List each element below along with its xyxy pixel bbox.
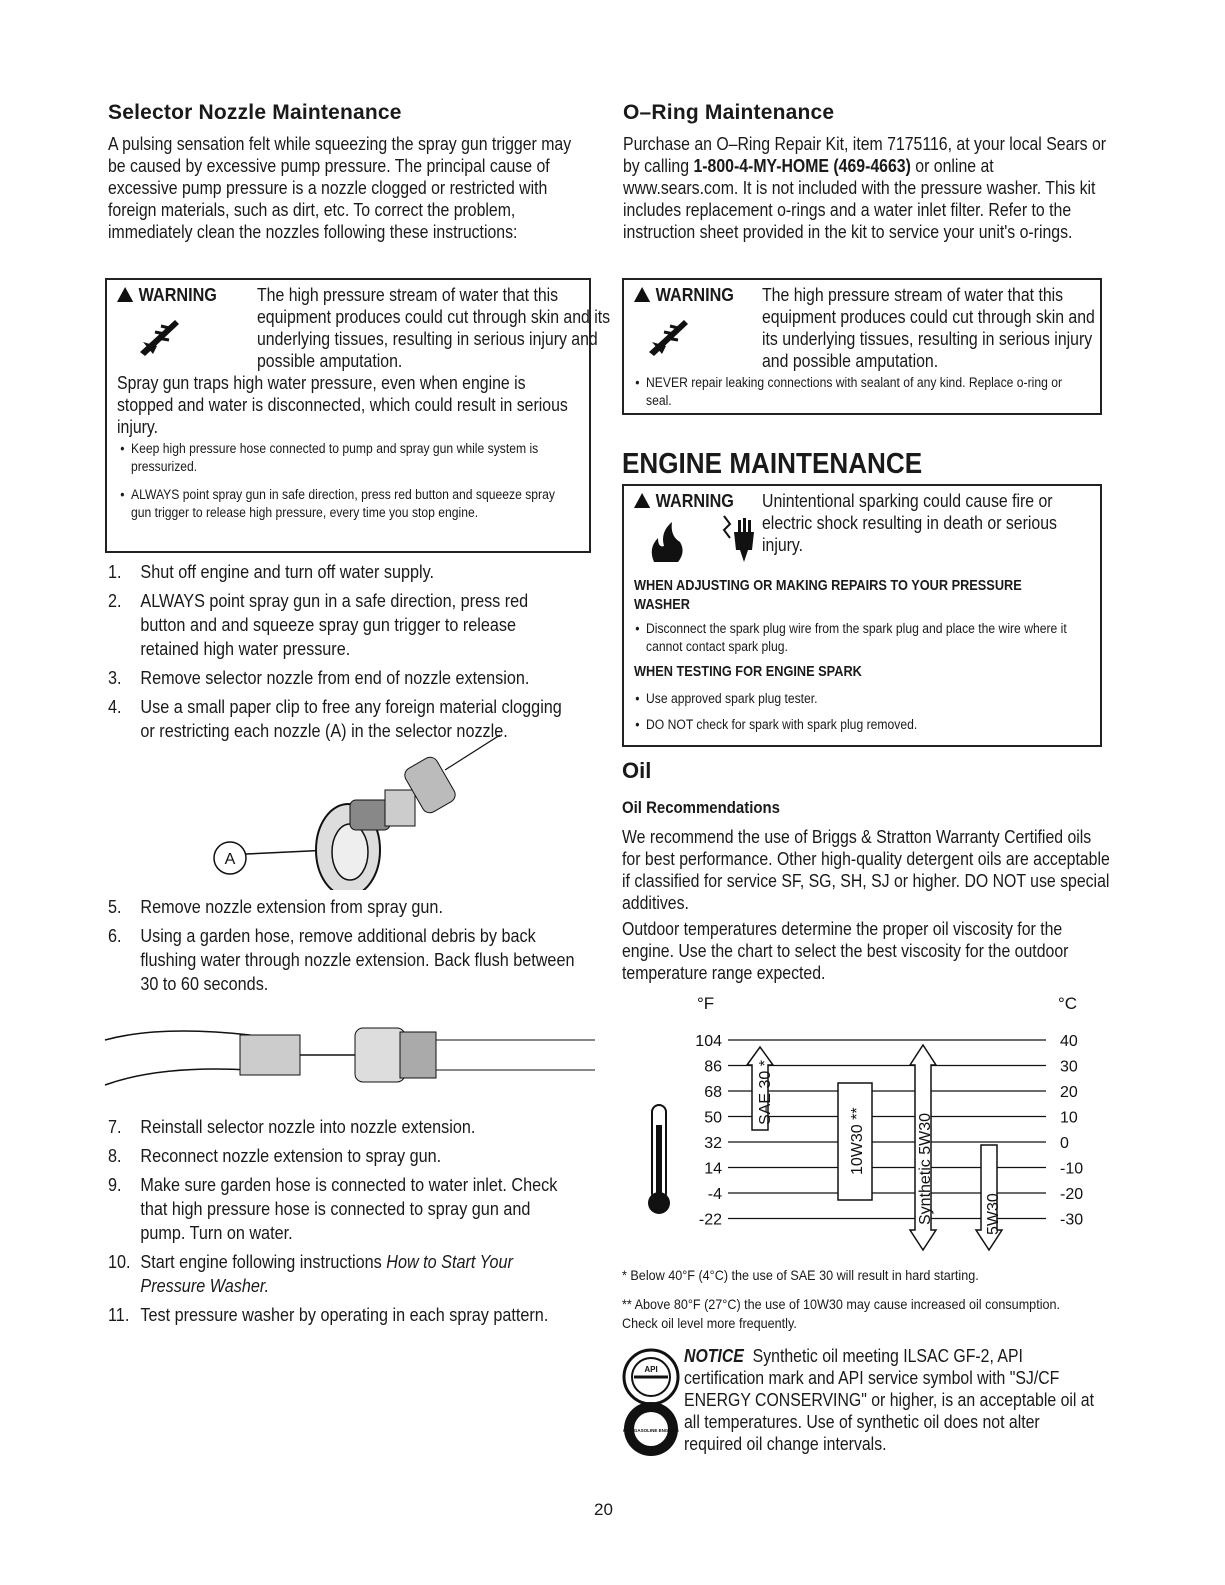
section-title-oil-recommendations: Oil Recommendations — [622, 798, 780, 817]
warning-bullet-1: • Disconnect the spark plug wire from the spark plug and place the wire where it cannot contact spark plug. — [646, 620, 1087, 656]
c-tick-label: -30 — [1060, 1211, 1084, 1229]
page-number: 20 — [594, 1500, 613, 1519]
warning-bullet-2: • ALWAYS point spray gun in safe direction, press red button and squeeze spray gun trigger to release high pressure, every time you stop engine. — [131, 486, 563, 522]
step-10: 10. Start engine following instructions How to Start Your Pressure Washer. — [108, 1252, 513, 1296]
section-title-engine: ENGINE MAINTENANCE — [622, 448, 923, 480]
hose-connection-illustration — [100, 1010, 600, 1100]
warning-box-engine — [622, 484, 1102, 747]
selector-intro: A pulsing sensation felt while squeezing the spray gun trigger may be caused by excessive pump pressure. The principal cause of excessive pump pressure is a nozzle clogged or restricted with foreign materials, such as dirt, etc. To correct the problem, immediately clean the nozzles following these instructions: — [108, 134, 572, 242]
fire-icon — [644, 518, 690, 564]
warning-bullet: • NEVER repair leaking connections with sealant of any kind. Replace o-ring or seal. — [646, 374, 1078, 410]
f-tick-label: 32 — [704, 1135, 722, 1152]
oil-text-1: We recommend the use of Briggs & Stratton Warranty Certified oils for best performance. Other high-quality detergent oils are acceptable if classified for service SF, SG, SH, SJ or higher. DO NOT use special additives. — [622, 827, 1110, 913]
oil-label-sae30: SAE 30 * — [757, 1060, 774, 1125]
section-title-selector-nozzle: Selector Nozzle Maintenance — [108, 101, 402, 124]
c-tick-label: 30 — [1060, 1058, 1078, 1076]
callout-a-label: A — [224, 851, 236, 868]
thermometer-icon — [648, 1105, 670, 1214]
warning-text: The high pressure stream of water that this equipment produces could cut through skin and its underlying tissues, resulting in serious injury and possible amputation. — [762, 285, 1095, 371]
notice-label: NOTICE — [684, 1346, 744, 1366]
gasoline-seal-text: FOR GASOLINE ENGINES — [623, 1428, 679, 1433]
footnote-sae30: * Below 40°F (4°C) the use of SAE 30 will result in hard starting. — [622, 1267, 979, 1283]
oring-text: Purchase an O–Ring Repair Kit, item 7175116, at your local Sears or by calling 1-800-4-MY-HOME (469-4663) or online at www.sears.com. It is not included with the pressure washer. This kit includes replacement o-rings and a water inlet filter. Refer to the instruction sheet provided in the kit to service your unit's o-rings. — [623, 134, 1107, 242]
warning-triangle-icon — [634, 493, 650, 508]
c-tick-label: -10 — [1060, 1160, 1084, 1178]
warning-triangle-icon — [634, 287, 650, 302]
warning-text: The high pressure stream of water that this equipment produces could cut through skin and its underlying tissues, resulting in serious injury and possible amputation. — [257, 285, 611, 371]
warning-body: Spray gun traps high water pressure, even when engine is stopped and water is disconnected, which could result in serious injury. — [117, 373, 568, 437]
step-1: 1. Shut off engine and turn off water supply. — [108, 562, 435, 582]
step-9: 9. Make sure garden hose is connected to water inlet. Check that high pressure hose is connected to spray gun and pump. Turn on water. — [108, 1175, 558, 1243]
step-8: 8. Reconnect nozzle extension to spray gun. — [108, 1146, 442, 1166]
f-tick-label: 50 — [704, 1109, 722, 1127]
unit-c-label: °C — [1058, 994, 1078, 1013]
notice-block — [684, 1345, 1098, 1455]
oil-text-2: Outdoor temperatures determine the proper oil viscosity for the engine. Use the chart to select the best viscosity for the outdoor temperature range expected. — [622, 919, 1069, 983]
c-tick-label: 0 — [1060, 1135, 1069, 1152]
f-tick-label: -22 — [698, 1211, 722, 1229]
warning-label: WARNING — [634, 285, 734, 305]
c-tick-label: 10 — [1060, 1109, 1078, 1127]
c-tick-label: -20 — [1060, 1186, 1084, 1203]
f-tick-label: -4 — [707, 1186, 722, 1203]
warning-bullet-1: • Keep high pressure hose connected to pump and spray gun while system is pressurized. — [131, 440, 563, 476]
oil-viscosity-chart — [640, 985, 1100, 1255]
selector-nozzle-illustration — [200, 730, 500, 890]
high-pressure-cut-icon — [644, 312, 694, 362]
warning-triangle-icon — [117, 287, 133, 302]
unit-f-label: °F — [697, 994, 715, 1013]
step-3: 3. Remove selector nozzle from end of nozzle extension. — [108, 668, 530, 688]
notice-text: Synthetic oil meeting ILSAC GF-2, API certification mark and API service symbol with "SJ/CF ENERGY CONSERVING" or higher, is an acceptable oil at all temperatures. Use of synthetic oil does not alter required oil change intervals. — [684, 1346, 1095, 1454]
step-5: 5. Remove nozzle extension from spray gun. — [108, 897, 443, 917]
warning-label: WARNING — [634, 491, 734, 511]
warning-subhead-2: WHEN TESTING FOR ENGINE SPARK — [634, 663, 862, 680]
steps-list-b — [108, 895, 628, 1001]
step-2: 2. ALWAYS point spray gun in a safe direction, press red button and and squeeze spray gun trigger to release retained high water pressure. — [108, 591, 529, 659]
f-tick-label: 68 — [704, 1084, 722, 1101]
section-title-oil: Oil — [622, 758, 652, 783]
step-4: 4. Use a small paper clip to free any foreign material clogging or restricting each nozzle (A) in the selector nozzle. — [108, 697, 562, 741]
electric-shock-icon — [720, 512, 760, 564]
f-tick-label: 86 — [704, 1058, 722, 1076]
warning-bullet-3: • DO NOT check for spark with spark plug removed. — [646, 716, 917, 734]
api-certification-mark-icon — [622, 1400, 680, 1458]
api-seal-text: API — [644, 1365, 658, 1374]
warning-box-selector — [105, 278, 611, 553]
warning-label: WARNING — [117, 285, 217, 305]
warning-text: Unintentional sparking could cause fire or electric shock resulting in death or serious injury. — [762, 491, 1057, 555]
steps-list-c — [108, 1115, 628, 1332]
section-title-oring: O–Ring Maintenance — [623, 101, 835, 124]
warning-subhead-1: WHEN ADJUSTING OR MAKING REPAIRS TO YOUR PRESSURE WASHER — [634, 577, 1022, 613]
c-tick-label: 40 — [1060, 1033, 1078, 1050]
oil-label-5w30: 5W30 — [985, 1193, 1002, 1235]
c-tick-label: 20 — [1060, 1084, 1078, 1101]
step-11: 11. Test pressure washer by operating in each spray pattern. — [108, 1305, 549, 1325]
step-6: 6. Using a garden hose, remove additional debris by back flushing water through nozzle extension. Back flush between 30 to 60 seconds. — [108, 926, 575, 994]
oil-label-synthetic: Synthetic 5W30 — [917, 1112, 934, 1225]
f-tick-label: 14 — [704, 1160, 722, 1178]
step-7: 7. Reinstall selector nozzle into nozzle extension. — [108, 1117, 476, 1137]
oil-label-10w30: 10W30 ** — [849, 1107, 866, 1175]
high-pressure-cut-icon — [135, 312, 185, 362]
warning-bullet-2: • Use approved spark plug tester. — [646, 690, 818, 708]
warning-box-oring — [622, 278, 1102, 415]
f-tick-label: 104 — [695, 1033, 722, 1050]
footnote-10w30: ** Above 80°F (27°C) the use of 10W30 may cause increased oil consumption. Check oil level more frequently. — [622, 1296, 1061, 1331]
steps-list-a — [108, 560, 628, 748]
api-service-symbol-icon — [622, 1348, 680, 1406]
